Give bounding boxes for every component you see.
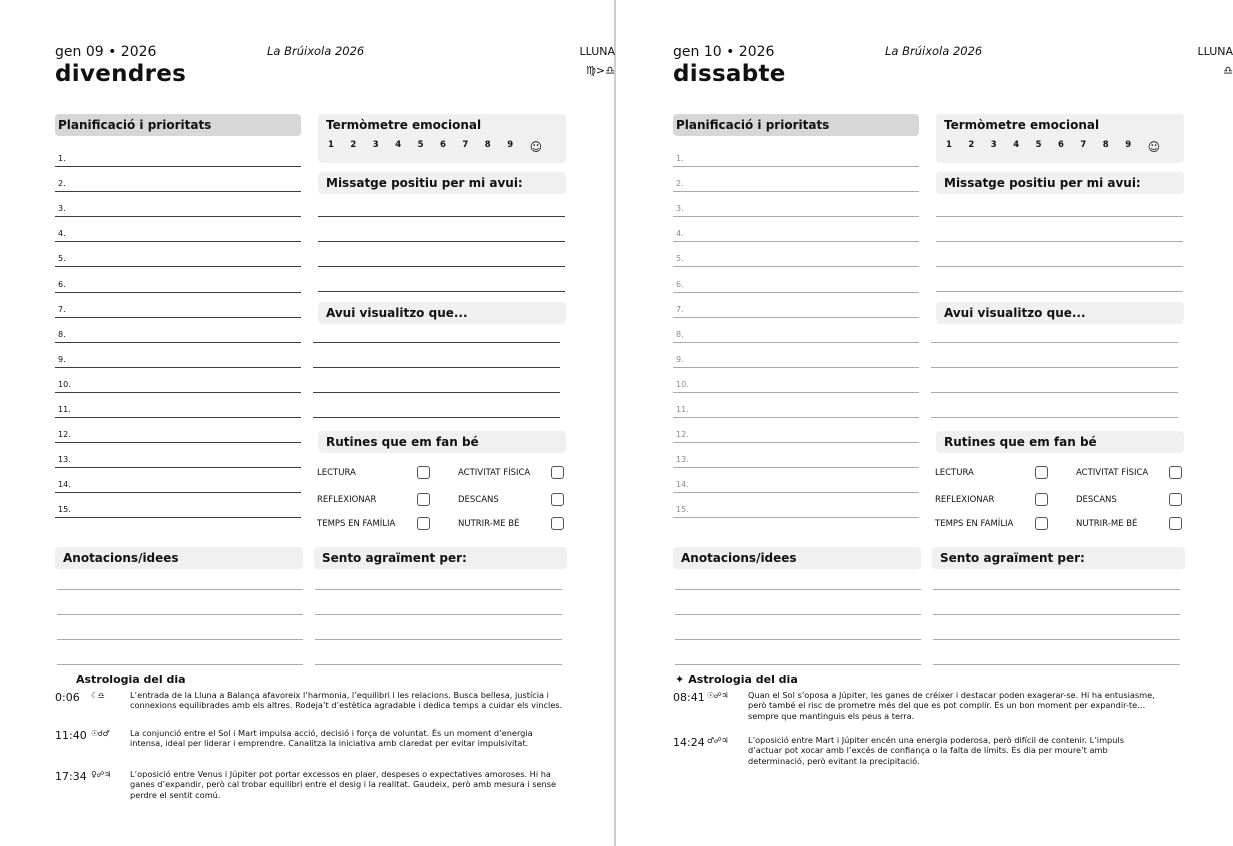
routine-label: TEMPS EN FAMÍLIA: [317, 519, 396, 529]
thermometer-value-7[interactable]: 7: [462, 140, 469, 150]
routine-checkbox[interactable]: [551, 493, 564, 506]
priority-line[interactable]: [673, 492, 919, 493]
routines-header: Rutines que em fan bé: [318, 431, 566, 453]
astro-text: L’oposició entre Mart i Júpiter encén una energia poderosa, però difícil de contenir. L’impuls d’actuar pot xocar amb l’excés de confiança o la falta de límits. És dia per moure’t amb determinació, però evitant la precipitació.: [748, 735, 1124, 766]
priority-line[interactable]: [673, 517, 919, 518]
message-line[interactable]: [936, 291, 1183, 292]
routine-checkbox[interactable]: [417, 517, 430, 530]
message-header: Missatge positiu per mi avui:: [936, 172, 1184, 194]
priority-line[interactable]: [673, 367, 919, 368]
gratitude-header: Sento agraïment per:: [314, 547, 567, 569]
astro-text: Quan el Sol s’oposa a Júpiter, les ganes de créixer i destacar poden exagerar-se. Hi ha entusiasme, però també el risc de prometre més del que es pot complir. És un bon moment per expandir-te… sempre que mantinguis els peus a terra.: [748, 690, 1155, 721]
astro-time: 11:40: [55, 729, 87, 742]
priority-number: 2.: [676, 179, 684, 188]
date-label: gen 10 • 2026: [673, 44, 775, 60]
priority-line[interactable]: [673, 467, 919, 468]
astrology-header: [675, 673, 798, 686]
gratitude-header: Sento agraïment per:: [932, 547, 1185, 569]
thermometer-value-5[interactable]: 5: [417, 140, 424, 150]
routine-checkbox[interactable]: [1035, 466, 1048, 479]
astro-text: L’oposició entre Venus i Júpiter pot portar excessos en plaer, despeses o expectatives amoroses. Hi ha ganes d’expandir, però cal trobar equilibri entre el desig i la realitat. Gaudeix, però amb mesura i sense perdre el sentit comú.: [130, 769, 557, 800]
routine-label: NUTRIR-ME BÉ: [458, 519, 520, 529]
thermometer-value-6[interactable]: 6: [1058, 140, 1064, 150]
priority-number: 13.: [58, 455, 71, 464]
routine-checkbox[interactable]: [1169, 517, 1182, 530]
thermometer-title: Termòmetre emocional: [326, 118, 482, 132]
routine-label: ACTIVITAT FÍSICA: [458, 468, 531, 478]
priority-line[interactable]: [55, 517, 301, 518]
priority-number: 12.: [676, 430, 689, 439]
routine-checkbox[interactable]: [417, 493, 430, 506]
priority-line[interactable]: [673, 266, 919, 267]
gratitude-line[interactable]: [933, 589, 1180, 590]
priority-number: 15.: [676, 505, 689, 514]
priority-number: 3.: [58, 204, 66, 213]
astro-time: 0:06: [55, 691, 80, 704]
priority-line[interactable]: [55, 191, 301, 192]
routine-checkbox[interactable]: [417, 466, 430, 479]
routine-checkbox[interactable]: [1035, 493, 1048, 506]
astro-time: 17:34: [55, 770, 87, 783]
thermometer-value-4[interactable]: 4: [395, 140, 402, 150]
astrology-title: Astrologia del dia: [76, 673, 186, 686]
astro-aspect-symbol: ☉☌♂: [91, 729, 110, 738]
gratitude-line[interactable]: [315, 639, 562, 640]
thermometer-title: Termòmetre emocional: [944, 118, 1100, 132]
notes-line[interactable]: [675, 664, 921, 665]
thermometer-box: [318, 114, 566, 163]
priority-number: 2.: [58, 179, 66, 188]
message-line[interactable]: [936, 216, 1183, 217]
thermometer-value-9[interactable]: 9: [507, 140, 514, 150]
thermometer-value-8[interactable]: 8: [1102, 140, 1109, 150]
routine-label: LECTURA: [935, 468, 974, 478]
priority-line[interactable]: [673, 292, 919, 293]
priority-line[interactable]: [55, 317, 301, 318]
message-line[interactable]: [936, 241, 1183, 242]
visualize-line[interactable]: [313, 367, 560, 368]
moon-label: LLUNA: [1197, 45, 1233, 58]
planner-page-right: [673, 0, 1233, 846]
gratitude-line[interactable]: [315, 664, 562, 665]
priority-number: 4.: [676, 229, 684, 238]
message-line[interactable]: [936, 266, 1183, 267]
priority-number: 6.: [58, 280, 66, 289]
book-title: La Brúixola 2026: [885, 44, 983, 58]
astro-time: 14:24: [673, 736, 705, 749]
moon-sign: ♍>♎: [586, 64, 615, 77]
planner-page-left: [55, 0, 615, 846]
gratitude-line[interactable]: [315, 614, 562, 615]
sparkle-icon: ✦: [675, 673, 685, 686]
message-line[interactable]: [318, 241, 565, 242]
visualize-line[interactable]: [313, 392, 560, 393]
priority-number: 11.: [58, 405, 71, 414]
priority-line[interactable]: [673, 216, 919, 217]
visualize-line[interactable]: [931, 342, 1178, 343]
astro-aspect-symbol: ♂☍♃: [707, 736, 728, 745]
priority-line[interactable]: [55, 241, 301, 242]
routine-checkbox[interactable]: [1035, 517, 1048, 530]
thermometer-value-3[interactable]: 3: [990, 140, 997, 150]
visualize-line[interactable]: [313, 417, 560, 418]
astro-aspect-symbol: ☉☍♃: [707, 691, 728, 700]
routine-label: TEMPS EN FAMÍLIA: [935, 519, 1014, 529]
priority-line[interactable]: [55, 216, 301, 217]
thermometer-value-8[interactable]: 8: [484, 140, 491, 150]
priority-number: 15.: [58, 505, 71, 514]
priority-line[interactable]: [55, 166, 301, 167]
routine-label: REFLEXIONAR: [317, 495, 377, 505]
notes-line[interactable]: [57, 614, 303, 615]
visualize-line[interactable]: [931, 392, 1178, 393]
priority-number: 12.: [58, 430, 71, 439]
notes-line[interactable]: [675, 614, 921, 615]
priority-line[interactable]: [55, 392, 301, 393]
priority-number: 9.: [58, 355, 66, 364]
thermometer-value-9[interactable]: 9: [1125, 140, 1132, 150]
astro-text: L’entrada de la Lluna a Balança afavoreix l’harmonia, l’equilibri i les relacions. Busca bellesa, justícia i connexions equilibrades amb els altres. Rodeja’t d’estètica agradable i dedica temps a cuidar els vincles.: [130, 690, 563, 711]
astrology-title: Astrologia del dia: [688, 673, 798, 686]
notes-line[interactable]: [57, 664, 303, 665]
routine-checkbox[interactable]: [551, 517, 564, 530]
routine-label: ACTIVITAT FÍSICA: [1076, 468, 1149, 478]
priority-line[interactable]: [55, 266, 301, 267]
routines-header: Rutines que em fan bé: [936, 431, 1184, 453]
weekday-title: dissabte: [673, 61, 786, 87]
priority-line[interactable]: [55, 442, 301, 443]
priority-line[interactable]: [673, 166, 919, 167]
thermometer-value-1[interactable]: 1: [946, 140, 952, 150]
date-label: gen 09 • 2026: [55, 44, 157, 60]
message-header: Missatge positiu per mi avui:: [318, 172, 566, 194]
priority-number: 6.: [676, 280, 684, 289]
priority-line[interactable]: [673, 241, 919, 242]
priority-number: 14.: [676, 480, 689, 489]
planning-header: Planificació i prioritats: [673, 114, 919, 136]
routine-label: LECTURA: [317, 468, 356, 478]
gratitude-line[interactable]: [933, 639, 1180, 640]
moon-sign: ♎: [1223, 64, 1233, 77]
notes-line[interactable]: [675, 589, 921, 590]
priority-number: 7.: [676, 305, 684, 314]
astro-aspect-symbol: ♀☍♃: [91, 770, 111, 779]
visualize-header: Avui visualitzo que...: [936, 302, 1184, 324]
visualize-line[interactable]: [931, 367, 1178, 368]
thermometer-value-3[interactable]: 3: [372, 140, 379, 150]
priority-number: 8.: [58, 330, 66, 339]
priority-line[interactable]: [673, 191, 919, 192]
visualize-line[interactable]: [313, 342, 560, 343]
routine-checkbox[interactable]: [1169, 466, 1182, 479]
gratitude-line[interactable]: [933, 664, 1180, 665]
thermometer-value-10[interactable]: ☺: [529, 140, 543, 154]
priority-line[interactable]: [673, 342, 919, 343]
routine-label: NUTRIR-ME BÉ: [1076, 519, 1138, 529]
astro-time: 08:41: [673, 691, 705, 704]
routine-checkbox[interactable]: [1169, 493, 1182, 506]
priority-number: 5.: [676, 254, 684, 263]
notes-line[interactable]: [57, 639, 303, 640]
routine-label: REFLEXIONAR: [935, 495, 995, 505]
notes-line[interactable]: [57, 589, 303, 590]
priority-number: 4.: [58, 229, 66, 238]
notes-header: Anotacions/idees: [55, 547, 303, 569]
priority-number: 13.: [676, 455, 689, 464]
priority-line[interactable]: [55, 342, 301, 343]
routine-label: DESCANS: [1076, 495, 1117, 505]
priority-number: 7.: [58, 305, 66, 314]
priority-line[interactable]: [55, 492, 301, 493]
priority-line[interactable]: [55, 467, 301, 468]
thermometer-value-2[interactable]: 2: [968, 140, 975, 150]
astro-aspect-symbol: ☾♎: [91, 691, 105, 700]
priority-number: 3.: [676, 204, 684, 213]
visualize-line[interactable]: [931, 417, 1178, 418]
priority-number: 1.: [58, 154, 66, 163]
notes-header: Anotacions/idees: [673, 547, 921, 569]
priority-line[interactable]: [55, 417, 301, 418]
priority-number: 14.: [58, 480, 71, 489]
priority-line[interactable]: [673, 442, 919, 443]
priority-line[interactable]: [55, 292, 301, 293]
visualize-header: Avui visualitzo que...: [318, 302, 566, 324]
gratitude-line[interactable]: [933, 614, 1180, 615]
thermometer-value-1[interactable]: 1: [328, 140, 334, 150]
gratitude-line[interactable]: [315, 589, 562, 590]
thermometer-value-7[interactable]: 7: [1080, 140, 1087, 150]
priority-number: 8.: [676, 330, 684, 339]
thermometer-value-2[interactable]: 2: [350, 140, 357, 150]
priority-line[interactable]: [673, 392, 919, 393]
message-line[interactable]: [318, 216, 565, 217]
weekday-title: divendres: [55, 61, 187, 87]
planning-header: Planificació i prioritats: [55, 114, 301, 136]
thermometer-box: [936, 114, 1184, 163]
routine-label: DESCANS: [458, 495, 499, 505]
priority-number: 1.: [676, 154, 684, 163]
notes-line[interactable]: [675, 639, 921, 640]
thermometer-value-10[interactable]: ☺: [1147, 140, 1161, 154]
book-title: La Brúixola 2026: [267, 44, 365, 58]
message-line[interactable]: [318, 266, 565, 267]
priority-line[interactable]: [55, 367, 301, 368]
astrology-header: [76, 673, 186, 686]
thermometer-value-5[interactable]: 5: [1035, 140, 1042, 150]
priority-number: 5.: [58, 254, 66, 263]
priority-number: 10.: [676, 380, 689, 389]
message-line[interactable]: [318, 291, 565, 292]
priority-number: 10.: [58, 380, 71, 389]
priority-line[interactable]: [673, 417, 919, 418]
moon-label: LLUNA: [579, 45, 615, 58]
priority-line[interactable]: [673, 317, 919, 318]
priority-number: 11.: [676, 405, 689, 414]
thermometer-value-4[interactable]: 4: [1013, 140, 1020, 150]
thermometer-value-6[interactable]: 6: [440, 140, 446, 150]
priority-number: 9.: [676, 355, 684, 364]
routine-checkbox[interactable]: [551, 466, 564, 479]
astro-text: La conjunció entre el Sol i Mart impulsa acció, decisió i força de voluntat. És un moment d’energia intensa, ideal per liderar i emprendre. Canalitza la iniciativa amb claredat per evitar impulsivitat.: [130, 728, 533, 749]
